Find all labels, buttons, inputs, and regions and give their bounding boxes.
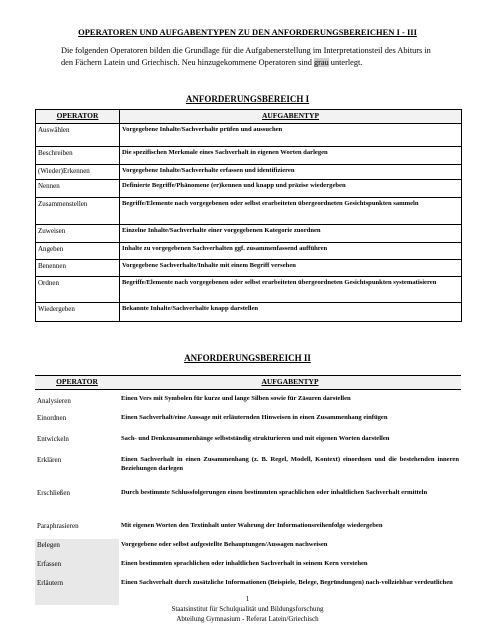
operator-name: Erfassen bbox=[35, 558, 119, 577]
operator-name: Entwickeln bbox=[37, 435, 69, 443]
intro-text-end: unterlegt. bbox=[328, 58, 363, 67]
operator-table-2 bbox=[35, 375, 461, 605]
operator-description: Einen Sachverhalt in einen Zusammenhang (z. B. Regel, Modell, Kontext) einordnen und die bestehenden inneren Beziehungen darlegen bbox=[121, 456, 459, 472]
operator-name: Analysieren bbox=[37, 396, 71, 405]
operator-name: Belegen bbox=[35, 539, 119, 558]
operator-description: Vorgegebene Inhalte/Sachverhalte prüfen und aussuchen bbox=[120, 123, 462, 146]
operator-name: Einordnen bbox=[37, 414, 67, 422]
operator-description: Einen Sachverhalt/eine Aussage mit erläuternden Hinweisen in einen Zusammenhang einfügen bbox=[121, 414, 388, 421]
operator-name: Zusammenstellen bbox=[36, 197, 120, 224]
page-number: 1 bbox=[245, 595, 250, 603]
operator-name: Erläutern bbox=[35, 577, 119, 605]
operator-name: Ordnen bbox=[36, 276, 120, 302]
table-row bbox=[35, 433, 461, 454]
operator-description: Begriffe/Elemente nach vorgegebenen oder selbst erarbeiteten übergeordneten Gesichtspunkten systematisieren bbox=[120, 276, 462, 302]
table-row bbox=[35, 520, 461, 539]
table-header-row bbox=[36, 110, 462, 124]
operator-name: Angeben bbox=[36, 242, 120, 259]
operator-name: (Wieder)Erkennen bbox=[36, 164, 120, 179]
operator-name: Beschreiben bbox=[36, 146, 120, 164]
operator-description: Vorgegebene Sachverhalte/Inhalte mit einem Begriff versehen bbox=[120, 259, 462, 276]
footer-institute: Staatsinstitut für Schulqualität und Bildungsforschung bbox=[171, 605, 324, 613]
operator-description: Definierte Begriffe/Phänomene (er)kennen und knapp und präzise wiedergeben bbox=[120, 179, 462, 197]
table-row bbox=[36, 259, 462, 276]
intro-paragraph bbox=[61, 45, 441, 69]
table-row bbox=[36, 146, 462, 164]
table-row bbox=[36, 242, 462, 259]
page-footer bbox=[0, 594, 495, 624]
operator-description: Inhalte zu vorgegebenen Sachverhalten ggf. zusammenfassend aufführen bbox=[120, 242, 462, 259]
table-row bbox=[35, 454, 461, 487]
operator-name: Paraphrasieren bbox=[37, 522, 79, 530]
operator-name: Zuweisen bbox=[36, 224, 120, 242]
operator-description: Mit eigenen Worten den Textinhalt unter Wahrung der Informationsreihenfolge wiedergeben bbox=[121, 522, 383, 529]
operator-description: Vorgegebene Inhalte/Sachverhalte erfassen und identifizieren bbox=[120, 164, 462, 179]
operator-description: Vorgegebene oder selbst aufgestellte Behauptungen/Aussagen nachweisen bbox=[121, 541, 328, 548]
table-row bbox=[36, 302, 462, 321]
operator-name: Benennen bbox=[36, 259, 120, 276]
operator-description: Einen bestimmten sprachlichen oder inhaltlichen Sachverhalt in seinem Kern verstehen bbox=[121, 560, 368, 567]
table-row bbox=[36, 224, 462, 242]
operator-description: Begriffe/Elemente nach vorgegebenen oder selbst erarbeiteten übergeordneten Gesichtspunkten sammeln bbox=[120, 197, 462, 224]
operator-name: Wiedergeben bbox=[36, 302, 120, 321]
operator-table-1 bbox=[35, 109, 462, 322]
table-row bbox=[35, 412, 461, 433]
operator-description: Einen Sachverhalt durch zusätzliche Informationen (Beispiele, Belege, Begründungen) nach-vollziehbar verdeutlichen bbox=[121, 579, 453, 586]
table-row bbox=[35, 487, 461, 520]
operator-description: Die spezifischen Merkmale eines Sachverhalt in eigenen Worten darlegen bbox=[120, 146, 462, 164]
table-row bbox=[36, 123, 462, 146]
operator-name: Auswählen bbox=[36, 123, 120, 146]
operator-name: Erschließen bbox=[37, 489, 71, 497]
intro-highlight: grau bbox=[313, 58, 329, 67]
table-row bbox=[35, 389, 461, 412]
col-header-operator: OPERATOR bbox=[35, 376, 119, 390]
table-row bbox=[35, 558, 461, 577]
operator-description: Einen Vers mit Symbolen für kurze und lange Silben sowie für Zäsuren darstellen bbox=[121, 394, 351, 402]
operator-description: Sach- und Denkzusammenhänge selbstständig strukturieren und mit eigenen Worten darstellen bbox=[121, 435, 390, 442]
col-header-operator: OPERATOR bbox=[36, 110, 120, 124]
section-heading-2: ANFORDERUNGSBEREICH II bbox=[184, 353, 311, 363]
intro-text-start: Die folgenden Operatoren bilden die Grundlage für die Aufgabenerstellung im Interpretationsteil des Abiturs in den Fächern Latein und Griechisch. Neu hinzugekommene Operatoren sind bbox=[61, 46, 431, 67]
table-row bbox=[36, 276, 462, 302]
col-header-aufgabentyp: AUFGABENTYP bbox=[119, 376, 461, 390]
operator-description: Einzelne Inhalte/Sachverhalte einer vorgegebenen Kategorie zuordnen bbox=[120, 224, 462, 242]
table-row bbox=[36, 164, 462, 179]
operator-name: Nennen bbox=[36, 179, 120, 197]
table-row bbox=[35, 539, 461, 558]
col-header-aufgabentyp: AUFGABENTYP bbox=[120, 110, 462, 124]
table-row bbox=[36, 197, 462, 224]
table-header-row bbox=[35, 376, 461, 390]
operator-name: Erklären bbox=[37, 456, 62, 464]
operator-description: Durch bestimmte Schlussfolgerungen einen bestimmten sprachlichen oder inhaltlichen Sachverhalt ermitteln bbox=[121, 489, 428, 496]
page-title: OPERATOREN UND AUFGABENTYPEN ZU DEN ANFORDERUNGSBEREICHEN I - III bbox=[78, 27, 417, 37]
footer-department: Abteilung Gymnasium - Referat Latein/Griechisch bbox=[176, 615, 319, 623]
section-heading-1: ANFORDERUNGSBEREICH I bbox=[185, 94, 310, 104]
table-row bbox=[36, 179, 462, 197]
operator-description: Bekannte Inhalte/Sachverhalte knapp darstellen bbox=[120, 302, 462, 321]
